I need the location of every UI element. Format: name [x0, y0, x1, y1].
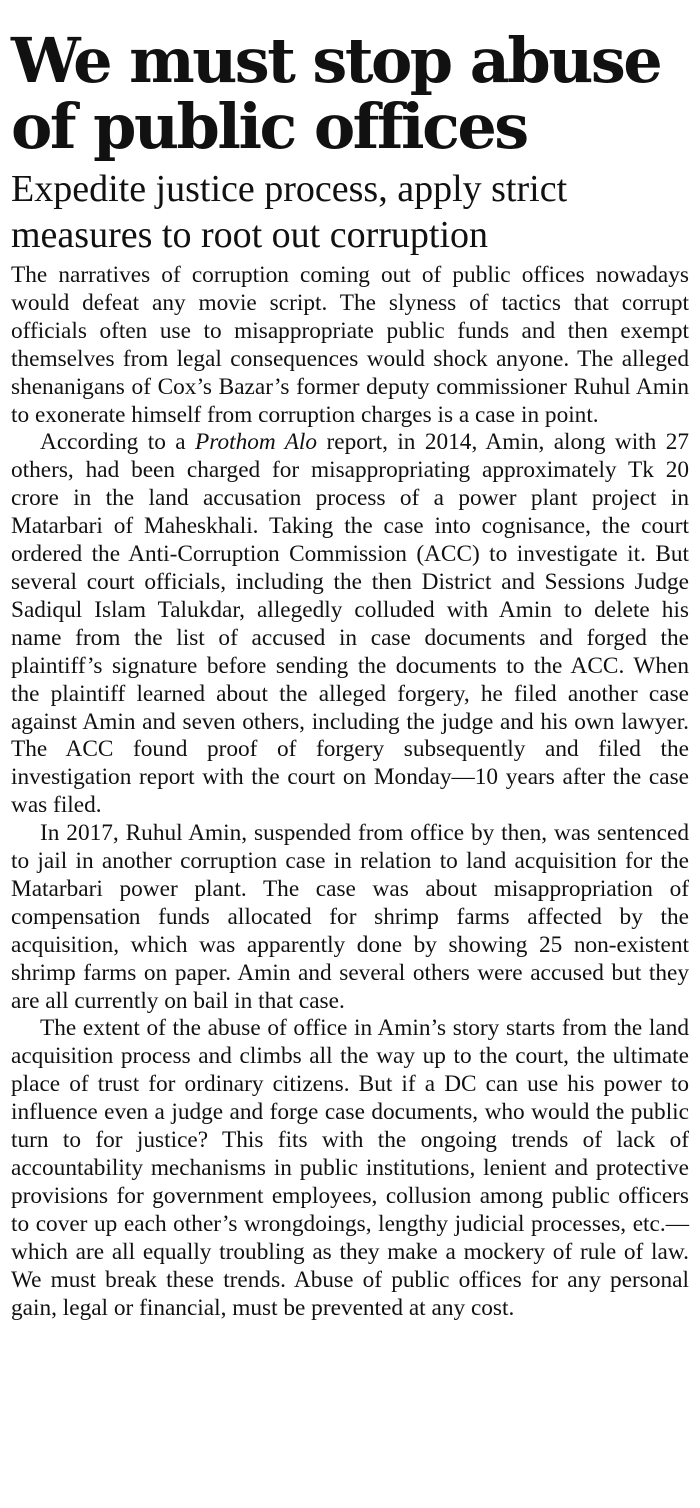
paragraph-3-text: In 2017, Ruhul Amin, suspended from office by then, was sentenced to jail in another corruption case in relation to land acquisition for the Matarbari power plant. The case was about misappropriation of compensation funds allocated for shrimp farms affected by the acquisition, which was apparently done by showing 25 non-existent shrimp farms on paper. Amin and several others were accused but they are all currently on bail in that case.: [11, 820, 689, 1014]
paragraph-2-lead: According to a: [40, 429, 196, 456]
paragraph-3: [11, 820, 689, 1015]
publication-name: Prothom Alo: [195, 429, 318, 456]
paragraph-2-text: report, in 2014, Amin, along with 27 others, had been charged for misappropriating approximately Tk 20 crore in the land accusation process of a power plant project in Matarbari of Maheskhali. Taking the case into cognisance, the court ordered the Anti-Corruption Commission (ACC) to investigate it. But several court officials, including the then District and Sessions Judge Sadiqul Islam Talukdar, allegedly colluded with Amin to delete his name from the list of accused in case documents and forged the plaintiff’s signature before sending the documents to the ACC. When the plaintiff learned about the alleged forgery, he filed another case against Amin and seven others, including the judge and his own lawyer. The ACC found proof of forgery subsequently and filed the investigation report with the court on Monday—10 years after the case was filed.: [11, 429, 690, 819]
paragraph-1-text: The narratives of corruption coming out of public offices nowadays would defeat any movie script. The slyness of tactics that corrupt officials often use to misappropriate public funds and then exempt themselves from legal consequences would shock anyone. The alleged shenanigans of Cox’s Bazar’s former deputy commissioner Ruhul Amin to exonerate himself from corruption charges is a case in point.: [11, 262, 689, 428]
subheadline: Expedite justice process, apply strict measures to root out corruption: [11, 168, 568, 256]
editorial-article: [11, 24, 690, 1322]
paragraph-2: [11, 429, 689, 820]
article-body: [11, 262, 689, 1322]
headline: We must stop abuse of public offices: [11, 24, 661, 163]
paragraph-4-text: The extent of the abuse of office in Amin’s story starts from the land acquisition process and climbs all the way up to the court, the ultimate place of trust for ordinary citizens. But if a DC can use his power to influence even a judge and forge case documents, who would the public turn to for justice? This fits with the ongoing trends of lack of accountability mechanisms in public institutions, lenient and protective provisions for government employees, collusion among public officers to cover up each other’s wrongdoings, lengthy judicial processes, etc.—which are all equally troubling as they make a mockery of rule of law. We must break these trends. Abuse of public offices for any personal gain, legal or financial, must be prevented at any cost.: [11, 1015, 689, 1321]
paragraph-4: [11, 1015, 689, 1322]
paragraph-1: [11, 262, 689, 429]
